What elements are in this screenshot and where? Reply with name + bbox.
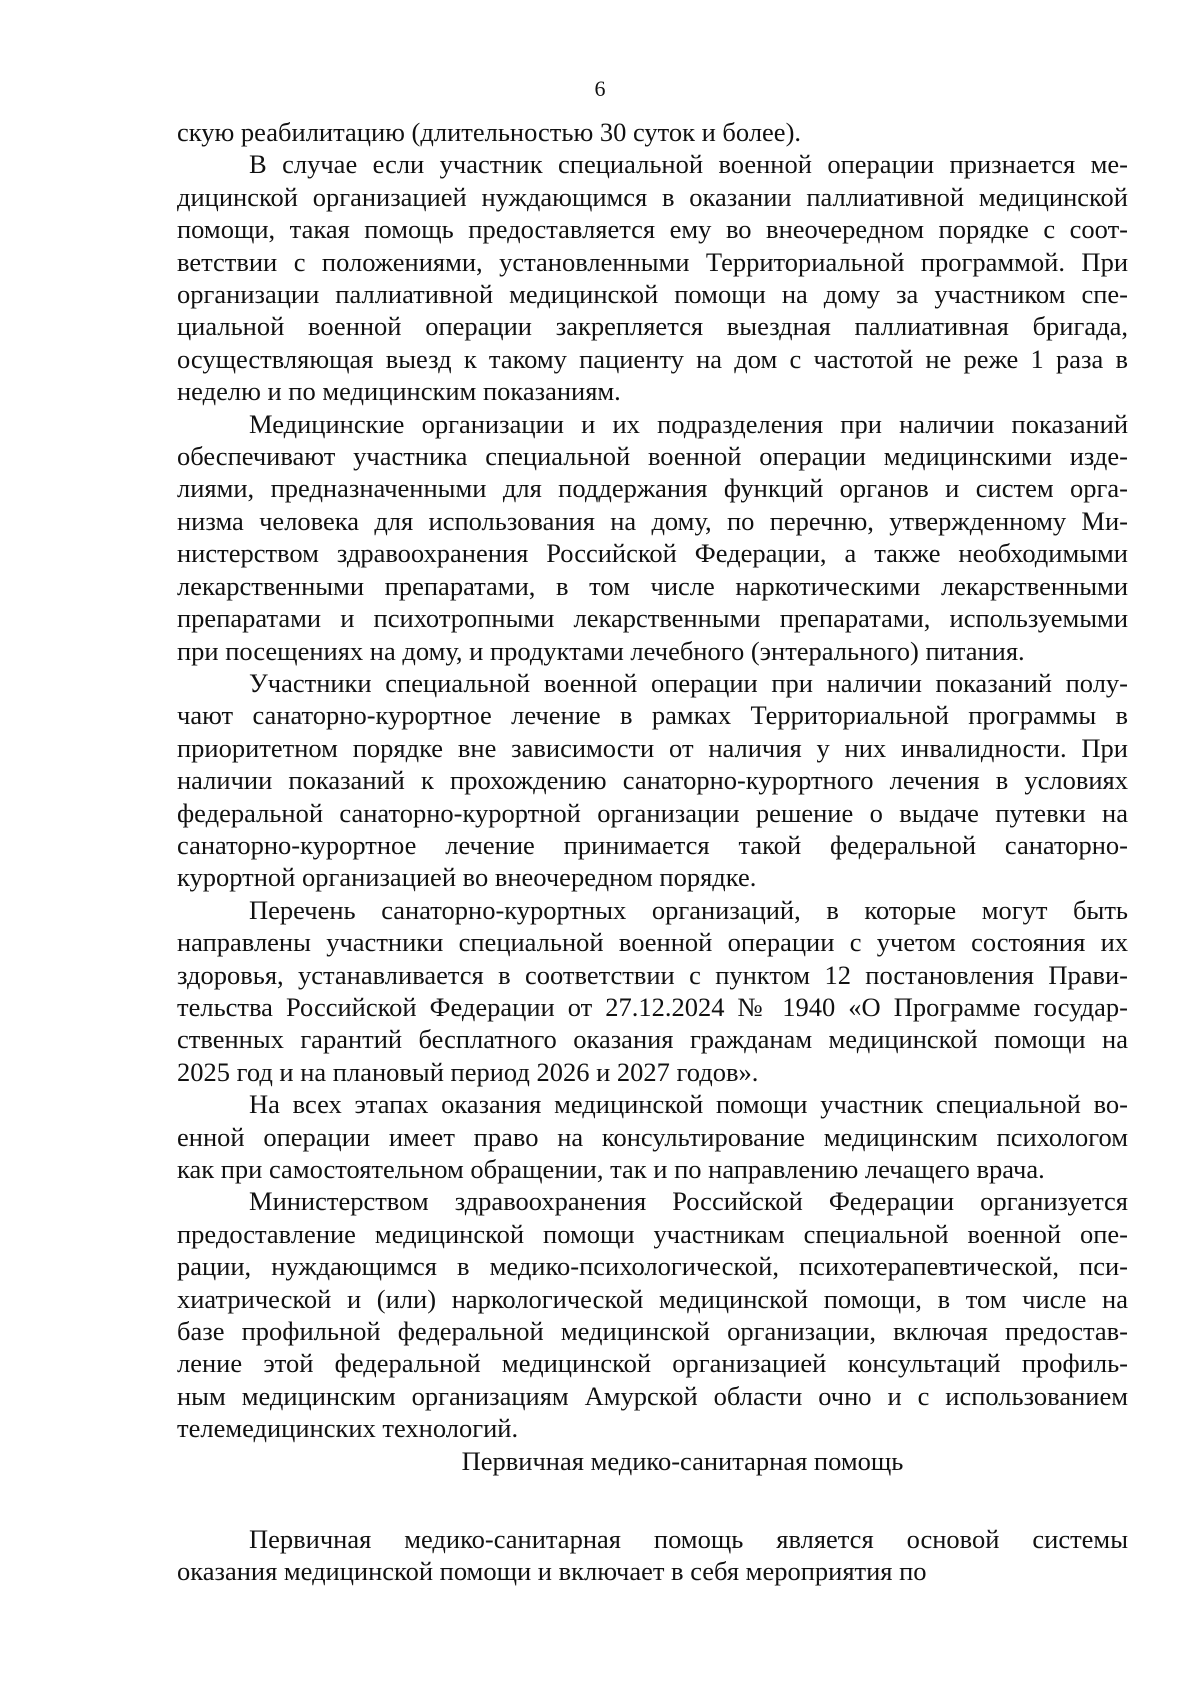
paragraph-line: направлены участники специальной военной операции с учетом состояния их	[177, 927, 1128, 958]
paragraph-line: На всех этапах оказания медицинской помощи участник специальной во-	[249, 1089, 1128, 1120]
paragraph-line: курортной организацией во внеочередном порядке.	[177, 862, 757, 893]
paragraph-line: тельства Российской Федерации от 27.12.2024 № 1940 «О Программе государ-	[177, 991, 1128, 1022]
paragraph-line: енной операции имеет право на консультирование медицинским психологом	[177, 1121, 1128, 1152]
paragraph-line: наличии показаний к прохождению санаторно-курортного лечения в условиях	[177, 765, 1128, 796]
final-paragraph-container	[177, 1523, 1128, 1588]
paragraph-line: оказания медицинской помощи и включает в себя мероприятия по	[177, 1556, 927, 1587]
paragraph	[177, 408, 1128, 667]
paragraph-line: 2025 год и на плановый период 2026 и 2027 годов».	[177, 1056, 759, 1087]
document-body	[177, 116, 1128, 1587]
paragraph-line: рации, нуждающимся в медико-психологической, психотерапевтической, пси-	[177, 1251, 1128, 1282]
paragraph-line: неделю и по медицинским показаниям.	[177, 376, 621, 407]
paragraph-line: ление этой федеральной медицинской организацией консультаций профиль-	[177, 1348, 1128, 1379]
paragraph-line: осуществляющая выезд к такому пациенту на дом с частотой не реже 1 раза в	[177, 343, 1128, 374]
paragraph	[177, 1088, 1128, 1185]
paragraph-line: циальной военной операции закрепляется выездная паллиативная бригада,	[177, 311, 1128, 342]
paragraph	[177, 148, 1128, 407]
paragraph-line: федеральной санаторно-курортной организации решение о выдаче путевки на	[177, 797, 1128, 828]
paragraph-line: приоритетном порядке вне зависимости от наличия у них инвалидности. При	[177, 732, 1128, 763]
paragraph-line: телемедицинских технологий.	[177, 1413, 519, 1444]
paragraph-line: Медицинские организации и их подразделения при наличии показаний	[249, 408, 1128, 439]
paragraph-line: нистерством здравоохранения Российской Федерации, а также необходимыми	[177, 538, 1128, 569]
paragraph-line: здоровья, устанавливается в соответствии с пунктом 12 постановления Прави-	[177, 959, 1128, 990]
paragraph-line: препаратами и психотропными лекарственными препаратами, используемыми	[177, 603, 1128, 634]
paragraph-line: Участники специальной военной операции при наличии показаний полу-	[249, 667, 1128, 698]
paragraph-line: как при самостоятельном обращении, так и по направлению лечащего врача.	[177, 1154, 1045, 1184]
paragraph-line: чают санаторно-курортное лечение в рамках Территориальной программы в	[177, 700, 1128, 731]
paragraph	[177, 1185, 1128, 1444]
paragraph-line: ственных гарантий бесплатного оказания гражданам медицинской помощи на	[177, 1024, 1128, 1055]
paragraph-line: лиями, предназначенными для поддержания функций органов и систем орга-	[177, 473, 1128, 504]
section-heading: Первичная медико-санитарная помощь	[461, 1445, 904, 1476]
paragraph-line: Первичная медико-санитарная помощь является основой системы	[249, 1523, 1128, 1554]
paragraph-line: при посещениях на дому, и продуктами лечебного (энтерального) питания.	[177, 635, 1025, 666]
paragraph-line: Перечень санаторно-курортных организаций, в которые могут быть	[249, 894, 1128, 925]
paragraph-line: предоставление медицинской помощи участникам специальной военной опе-	[177, 1218, 1128, 1249]
paragraph-line: базе профильной федеральной медицинской организации, включая предостав-	[177, 1316, 1128, 1347]
paragraph-line: хиатрической и (или) наркологической медицинской помощи, в том числе на	[177, 1283, 1128, 1314]
paragraph-line: скую реабилитацию (длительностью 30 суток и более).	[177, 117, 802, 147]
paragraph-line: Министерством здравоохранения Российской Федерации организуется	[249, 1186, 1128, 1217]
paragraph	[177, 116, 1128, 148]
paragraph-line: обеспечивают участника специальной военной операции медицинскими изде-	[177, 441, 1128, 472]
paragraph-line: помощи, такая помощь предоставляется ему во внеочередном порядке с соот-	[177, 214, 1128, 245]
paragraph-line: низма человека для использования на дому, по перечню, утвержденному Ми-	[177, 505, 1128, 536]
paragraph-line: лекарственными препаратами, в том числе наркотическими лекарственными	[177, 570, 1128, 601]
page-number: 6	[594, 76, 606, 101]
paragraph-line: организации паллиативной медицинской помощи на дому за участником спе-	[177, 279, 1128, 310]
paragraph	[177, 1523, 1128, 1588]
section-spacer	[177, 1477, 1128, 1523]
paragraph-line: В случае если участник специальной военной операции признается ме-	[249, 149, 1128, 180]
paragraph-line: санаторно-курортное лечение принимается такой федеральной санаторно-	[177, 829, 1128, 860]
paragraphs-container	[177, 116, 1128, 1445]
paragraph	[177, 894, 1128, 1088]
paragraph	[177, 667, 1128, 894]
paragraph-line: ным медицинским организациям Амурской области очно и с использованием	[177, 1380, 1128, 1411]
paragraph-line: дицинской организацией нуждающимся в оказании паллиативной медицинской	[177, 181, 1128, 212]
paragraph-line: ветствии с положениями, установленными Территориальной программой. При	[177, 246, 1128, 277]
